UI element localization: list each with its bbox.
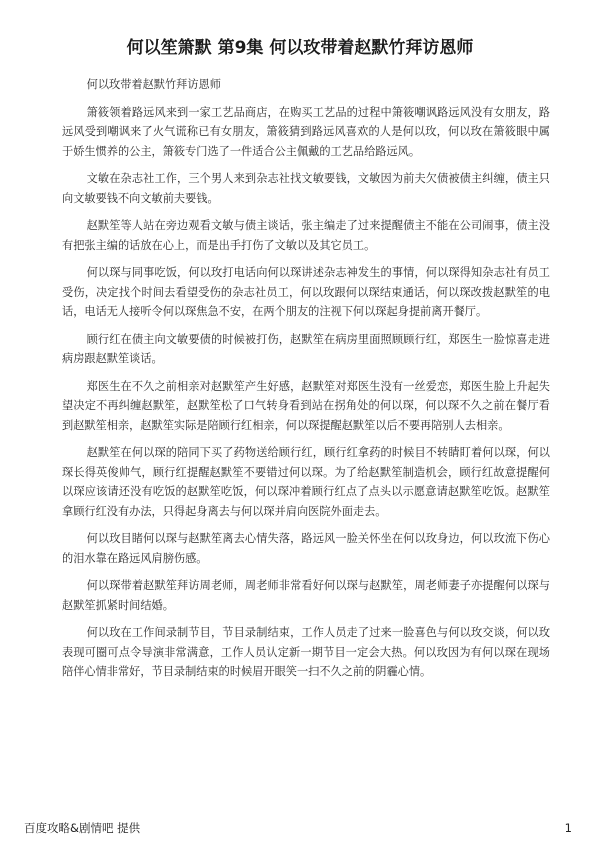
paragraph: 顾行红在债主向文敏要债的时候被打伤，赵默笙在病房里面照顾顾行红，郑医生一脸惊喜走进病房跟赵默笙谈话。 [62, 332, 550, 365]
article-body [62, 75, 550, 690]
paragraph: 赵默笙在何以琛的陪同下买了药物送给顾行红，顾行红拿药的时候目不转睛盯着何以琛，何以琛长得英俊帅气，顾行红提醒赵默笙不要错过何以琛。为了给赵默笙制造机会，顾行红故意提醒何以琛应该请还没有吃饭的赵默笙吃饭，何以琛冲着顾行红点了点头以示愿意请赵默笙吃饭。赵默笙拿顾行红没有办法，只得起身离去与何以琛并肩向医院外面走去。 [62, 446, 550, 518]
paragraph: 文敏在杂志社工作，三个男人来到杂志社找文敏要钱，文敏因为前夫欠债被债主纠缠，债主只向文敏要钱不向文敏前夫要钱。 [62, 172, 550, 205]
paragraph: 何以琛带着赵默笙拜访周老师，周老师非常看好何以琛与赵默笙，周老师妻子亦提醒何以琛与赵默笙抓紧时间结婚。 [62, 579, 550, 612]
footer-source: 百度攻略&剧情吧 提供 [24, 821, 141, 835]
paragraph: 何以琛与同事吃饭，何以玫打电话向何以琛讲述杂志神发生的事情，何以琛得知杂志社有员工受伤，决定找个时间去看望受伤的杂志社员工，何以玫跟何以琛结束通话，何以琛改拨赵默笙的电话，电话无人接听令何以琛焦急不安，在两个朋友的注视下何以琛起身提前离开餐厅。 [62, 266, 550, 318]
paragraph: 郑医生在不久之前相亲对赵默笙产生好感，赵默笙对郑医生没有一丝爱恋，郑医生脸上升起失望决定不再纠缠赵默笙，赵默笙松了口气转身看到站在拐角处的何以琛，何以琛不久之前在餐厅看到赵默笙相亲，赵默笙实际是陪顾行红相亲，何以琛提醒赵默笙以后不要再陪别人去相亲。 [62, 379, 550, 432]
page-number: 1 [564, 821, 572, 835]
paragraph: 何以玫目睹何以琛与赵默笙离去心情失落，路远风一脸关怀坐在何以玫身边，何以玫流下伤心的泪水靠在路远风肩膀伤感。 [62, 532, 550, 565]
paragraph: 何以玫在工作间录制节目，节目录制结束，工作人员走了过来一脸喜色与何以玫交谈，何以玫表现可圈可点令导演非常满意，工作人员认定新一期节目一定会大热。何以玫因为有何以琛在现场陪伴心情非常好，节目录制结束的时候眉开眼笑一扫不久之前的阴霾心情。 [62, 626, 550, 678]
paragraph: 何以玫带着赵默竹拜访恩师 [86, 78, 221, 91]
page-title: 何以笙箫默 第9集 何以玫带着赵默竹拜访恩师 [126, 38, 474, 58]
paragraph: 赵默笙等人站在旁边观看文敏与债主谈话，张主编走了过来提醒债主不能在公司闹事，债主没有把张主编的话放在心上，而是出手打伤了文敏以及其它员工。 [62, 219, 550, 252]
paragraph: 箫筱领着路远风来到一家工艺品商店，在购买工艺品的过程中箫筱嘲讽路远风没有女朋友，路远风受到嘲讽来了火气谎称已有女朋友，箫筱猜到路远风喜欢的人是何以玫，何以玫在箫筱眼中属于娇生惯养的公主，箫筱专门选了一件适合公主佩戴的工艺品给路远风。 [62, 105, 550, 158]
